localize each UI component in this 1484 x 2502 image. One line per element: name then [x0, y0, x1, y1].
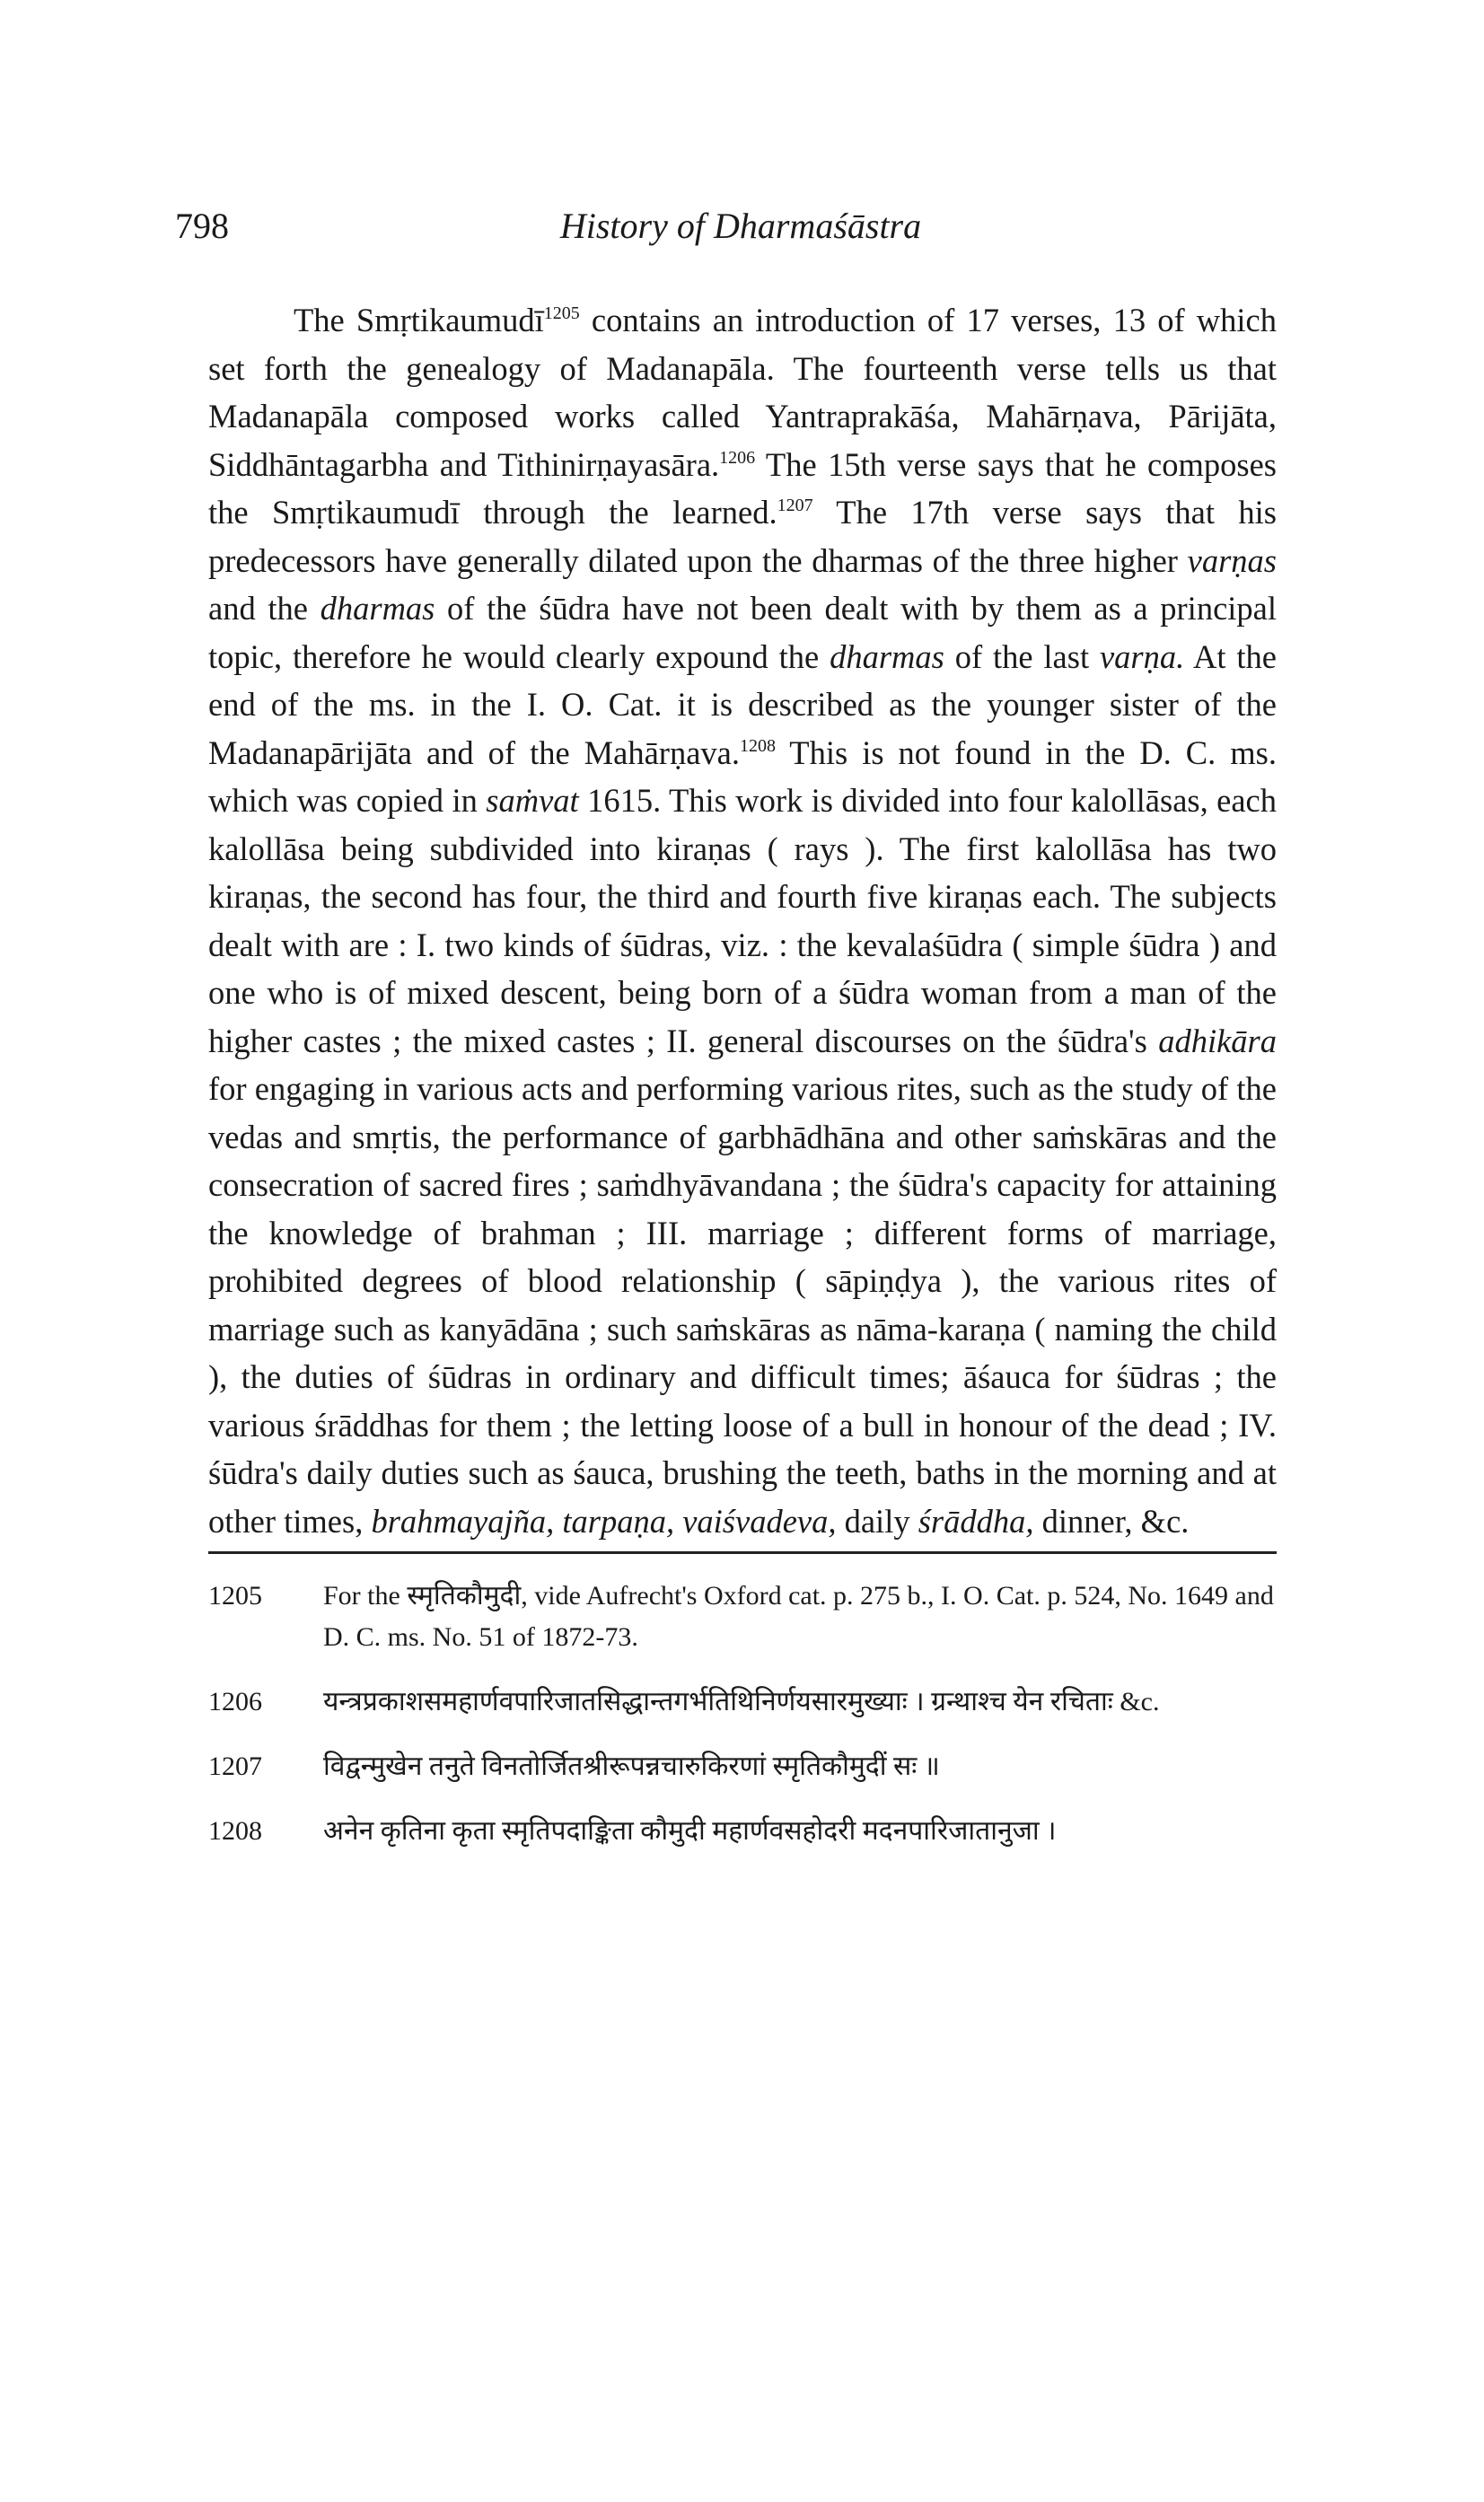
running-title: History of Dharmaśāstra — [559, 206, 922, 246]
text-run: The 15th verse says that he composes the Smṛtikaumudī through the learned. — [208, 445, 1277, 531]
text-run: 1615. This work is divided into four kalollāsas, each kalollāsa being subdivided into kiraṇas ( rays ). The first kalollāsa has two kiraṇas, the second has four, the third and fourth five kiraṇas each. The subjects dealt with are : I. two kinds of śūdras, viz. : the kevalaśūdra ( simple śūdra ) and one who is of mixed descent, being born of a śūdra woman from a man of the higher castes ; the mixed castes ; II. general discourses on the śūdra's — [208, 782, 1277, 1059]
italic-term: śrāddha, — [918, 1502, 1034, 1540]
italic-term: varṇas — [1187, 541, 1277, 579]
main-paragraph — [208, 296, 1277, 1545]
text-run: The 17th verse says that his predecessors have generally dilated upon the dharmas of the three higher — [208, 494, 1277, 579]
text-run: This is not found in the D. C. ms. which was copied in — [208, 733, 1277, 819]
text-run: of the last — [944, 637, 1100, 675]
footnote-1207 — [208, 1746, 1277, 1787]
text-run: contains an introduction of 17 verses, 13 of which set forth the genealogy of Madanapāla. The fourteenth verse tells us that Madanapāla composed works called Yantraprakāśa, Mahārṇava, Pārijāta, Siddhāntagarbha and Tithinirṇayasāra. — [208, 302, 1277, 483]
footnote-ref-1208: 1208 — [739, 735, 776, 756]
page-number: 798 — [175, 206, 229, 246]
footnote-ref-1205: 1205 — [543, 303, 580, 323]
footnote-1205 — [208, 1576, 1277, 1658]
italic-term: adhikāra — [1158, 1022, 1277, 1059]
footnote-number: 1208 — [208, 1816, 262, 1846]
footnote-number: 1206 — [208, 1687, 262, 1716]
text-run: of the śūdra have not been dealt with by them as a principal topic, therefore he would clearly expound the — [208, 590, 1278, 675]
text-run: The Smṛtikaumudī — [294, 302, 544, 338]
text-run: for engaging in various acts and performing various rites, such as the study of the vedas and smṛtis, the performance of garbhādhāna and other saṁskāras and the consecration of sacred fires ; saṁdhyāvandana ; the śūdra's capacity for attaining the knowledge of brahman ; III. marriage ; different forms of marriage, prohibited degrees of blood relationship ( sāpiṇḍya ), the various rites of marriage such as kanyādāna ; such saṁskāras as nāma-karaṇa ( naming the child ), the duties of śūdras in ordinary and difficult times; āśauca for śūdras ; the various śrāddhas for them ; the letting loose of a bull in honour of the dead ; IV. śūdra's daily duties such as śauca, brushing the teeth, baths in the morning and at other times, — [208, 1070, 1277, 1540]
text-run: and the — [208, 590, 321, 627]
footnote-ref-1206: 1206 — [719, 447, 756, 468]
footnote-divider — [208, 1551, 1277, 1554]
text-run: dinner, &c. — [1033, 1502, 1190, 1540]
body-text — [208, 296, 1277, 1545]
italic-term: dharmas — [320, 590, 435, 627]
footnotes — [208, 1576, 1277, 1875]
text-run: At the end of the ms. in the I. O. Cat. it is described as the younger sister of the Madanapārijāta and of the Mahārṇava. — [208, 637, 1278, 771]
italic-term: dharmas — [830, 637, 944, 675]
footnote-1208 — [208, 1811, 1277, 1852]
italic-term: varṇa. — [1099, 637, 1185, 675]
italic-term: saṁvat — [486, 782, 579, 819]
footnote-text: अनेन कृतिना कृता स्मृतिपदाङ्किता कौमुदी महार्णवसहोदरी मदनपारिजातानुजा । — [323, 1816, 1057, 1846]
footnote-1206 — [208, 1681, 1277, 1723]
footnote-text: यन्त्रप्रकाशसमहार्णवपारिजातसिद्धान्तगर्भतिथिनिर्णयसारमुख्याः । ग्रन्थाश्च येन रचिताः &c. — [323, 1687, 1160, 1716]
page-header — [175, 205, 1306, 268]
footnote-text: विद्वन्मुखेन तनुते विनतोर्जितश्रीरूपन्नचारुकिरणां स्मृतिकौमुदीं सः ॥ — [323, 1751, 940, 1781]
footnote-ref-1207: 1207 — [777, 496, 813, 515]
footnote-text: For the स्मृतिकौमुदी, vide Aufrecht's Oxford cat. p. 275 b., I. O. Cat. p. 524, No. 1649 and D. C. ms. No. 51 of 1872-73. — [323, 1581, 1274, 1652]
text-run: daily — [836, 1502, 918, 1540]
italic-term: brahmayajña, tarpaṇa, vaiśvadeva, — [371, 1502, 837, 1540]
footnote-number: 1205 — [208, 1581, 262, 1611]
footnote-number: 1207 — [208, 1751, 262, 1781]
